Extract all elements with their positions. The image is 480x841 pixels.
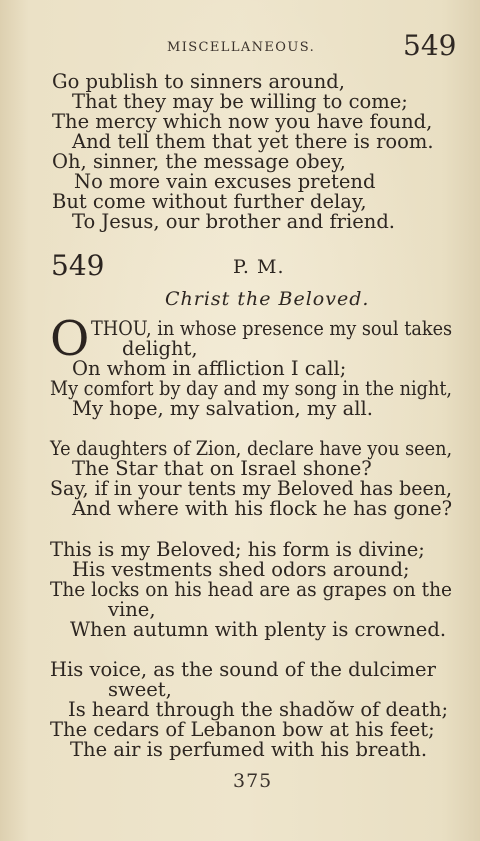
verse-line: The locks on his head are as grapes on the bbox=[50, 578, 453, 601]
verse-line: But come without further delay, bbox=[52, 190, 367, 213]
page-number: 375 bbox=[233, 770, 273, 792]
verse-line: Go publish to sinners around, bbox=[52, 70, 345, 93]
verse-line: The air is perfumed with his breath. bbox=[70, 738, 428, 761]
verse-line: That they may be willing to come; bbox=[72, 90, 408, 113]
header-hymn-number: 549 bbox=[403, 29, 457, 62]
verse-line: No more vain excuses pretend bbox=[74, 170, 376, 193]
hymn-meter: P. M. bbox=[233, 256, 285, 278]
verse-line: Ye daughters of Zion, declare have you seen, bbox=[50, 437, 453, 460]
verse-line: His vestments shed odors around; bbox=[72, 558, 410, 581]
verse-line: vine, bbox=[108, 598, 156, 621]
running-head: MISCELLANEOUS. bbox=[167, 40, 316, 55]
hymn-title: Christ the Beloved. bbox=[165, 288, 370, 310]
verse-line: My hope, my salvation, my all. bbox=[72, 397, 373, 420]
drop-cap: O bbox=[50, 311, 90, 367]
verse-line: THOU, in whose presence my soul takes bbox=[91, 317, 453, 340]
page-header bbox=[0, 30, 480, 70]
verse-line: Is heard through the shadŏw of death; bbox=[68, 698, 449, 721]
verse-line: When autumn with plenty is crowned. bbox=[70, 618, 447, 641]
verse-line: His voice, as the sound of the dulcimer bbox=[50, 658, 436, 681]
verse-line: My comfort by day and my song in the night, bbox=[50, 377, 453, 400]
verse-line: And tell them that yet there is room. bbox=[72, 130, 434, 153]
verse-line: The mercy which now you have found, bbox=[52, 110, 433, 133]
verse-line: To Jesus, our brother and friend. bbox=[72, 210, 395, 233]
verse-line: delight, bbox=[122, 337, 198, 360]
verse-line: On whom in affliction I call; bbox=[72, 357, 347, 380]
verse-line: Oh, sinner, the message obey, bbox=[52, 150, 346, 173]
verse-line: And where with his flock he has gone? bbox=[72, 497, 453, 520]
verse-line: The cedars of Lebanon bow at his feet; bbox=[50, 718, 435, 741]
verse-line: Say, if in your tents my Beloved has been, bbox=[50, 477, 453, 500]
verse-line: sweet, bbox=[108, 678, 172, 701]
hymn-number: 549 bbox=[51, 249, 105, 282]
verse-line: This is my Beloved; his form is divine; bbox=[50, 538, 425, 561]
verse-line: The Star that on Israel shone? bbox=[72, 457, 372, 480]
